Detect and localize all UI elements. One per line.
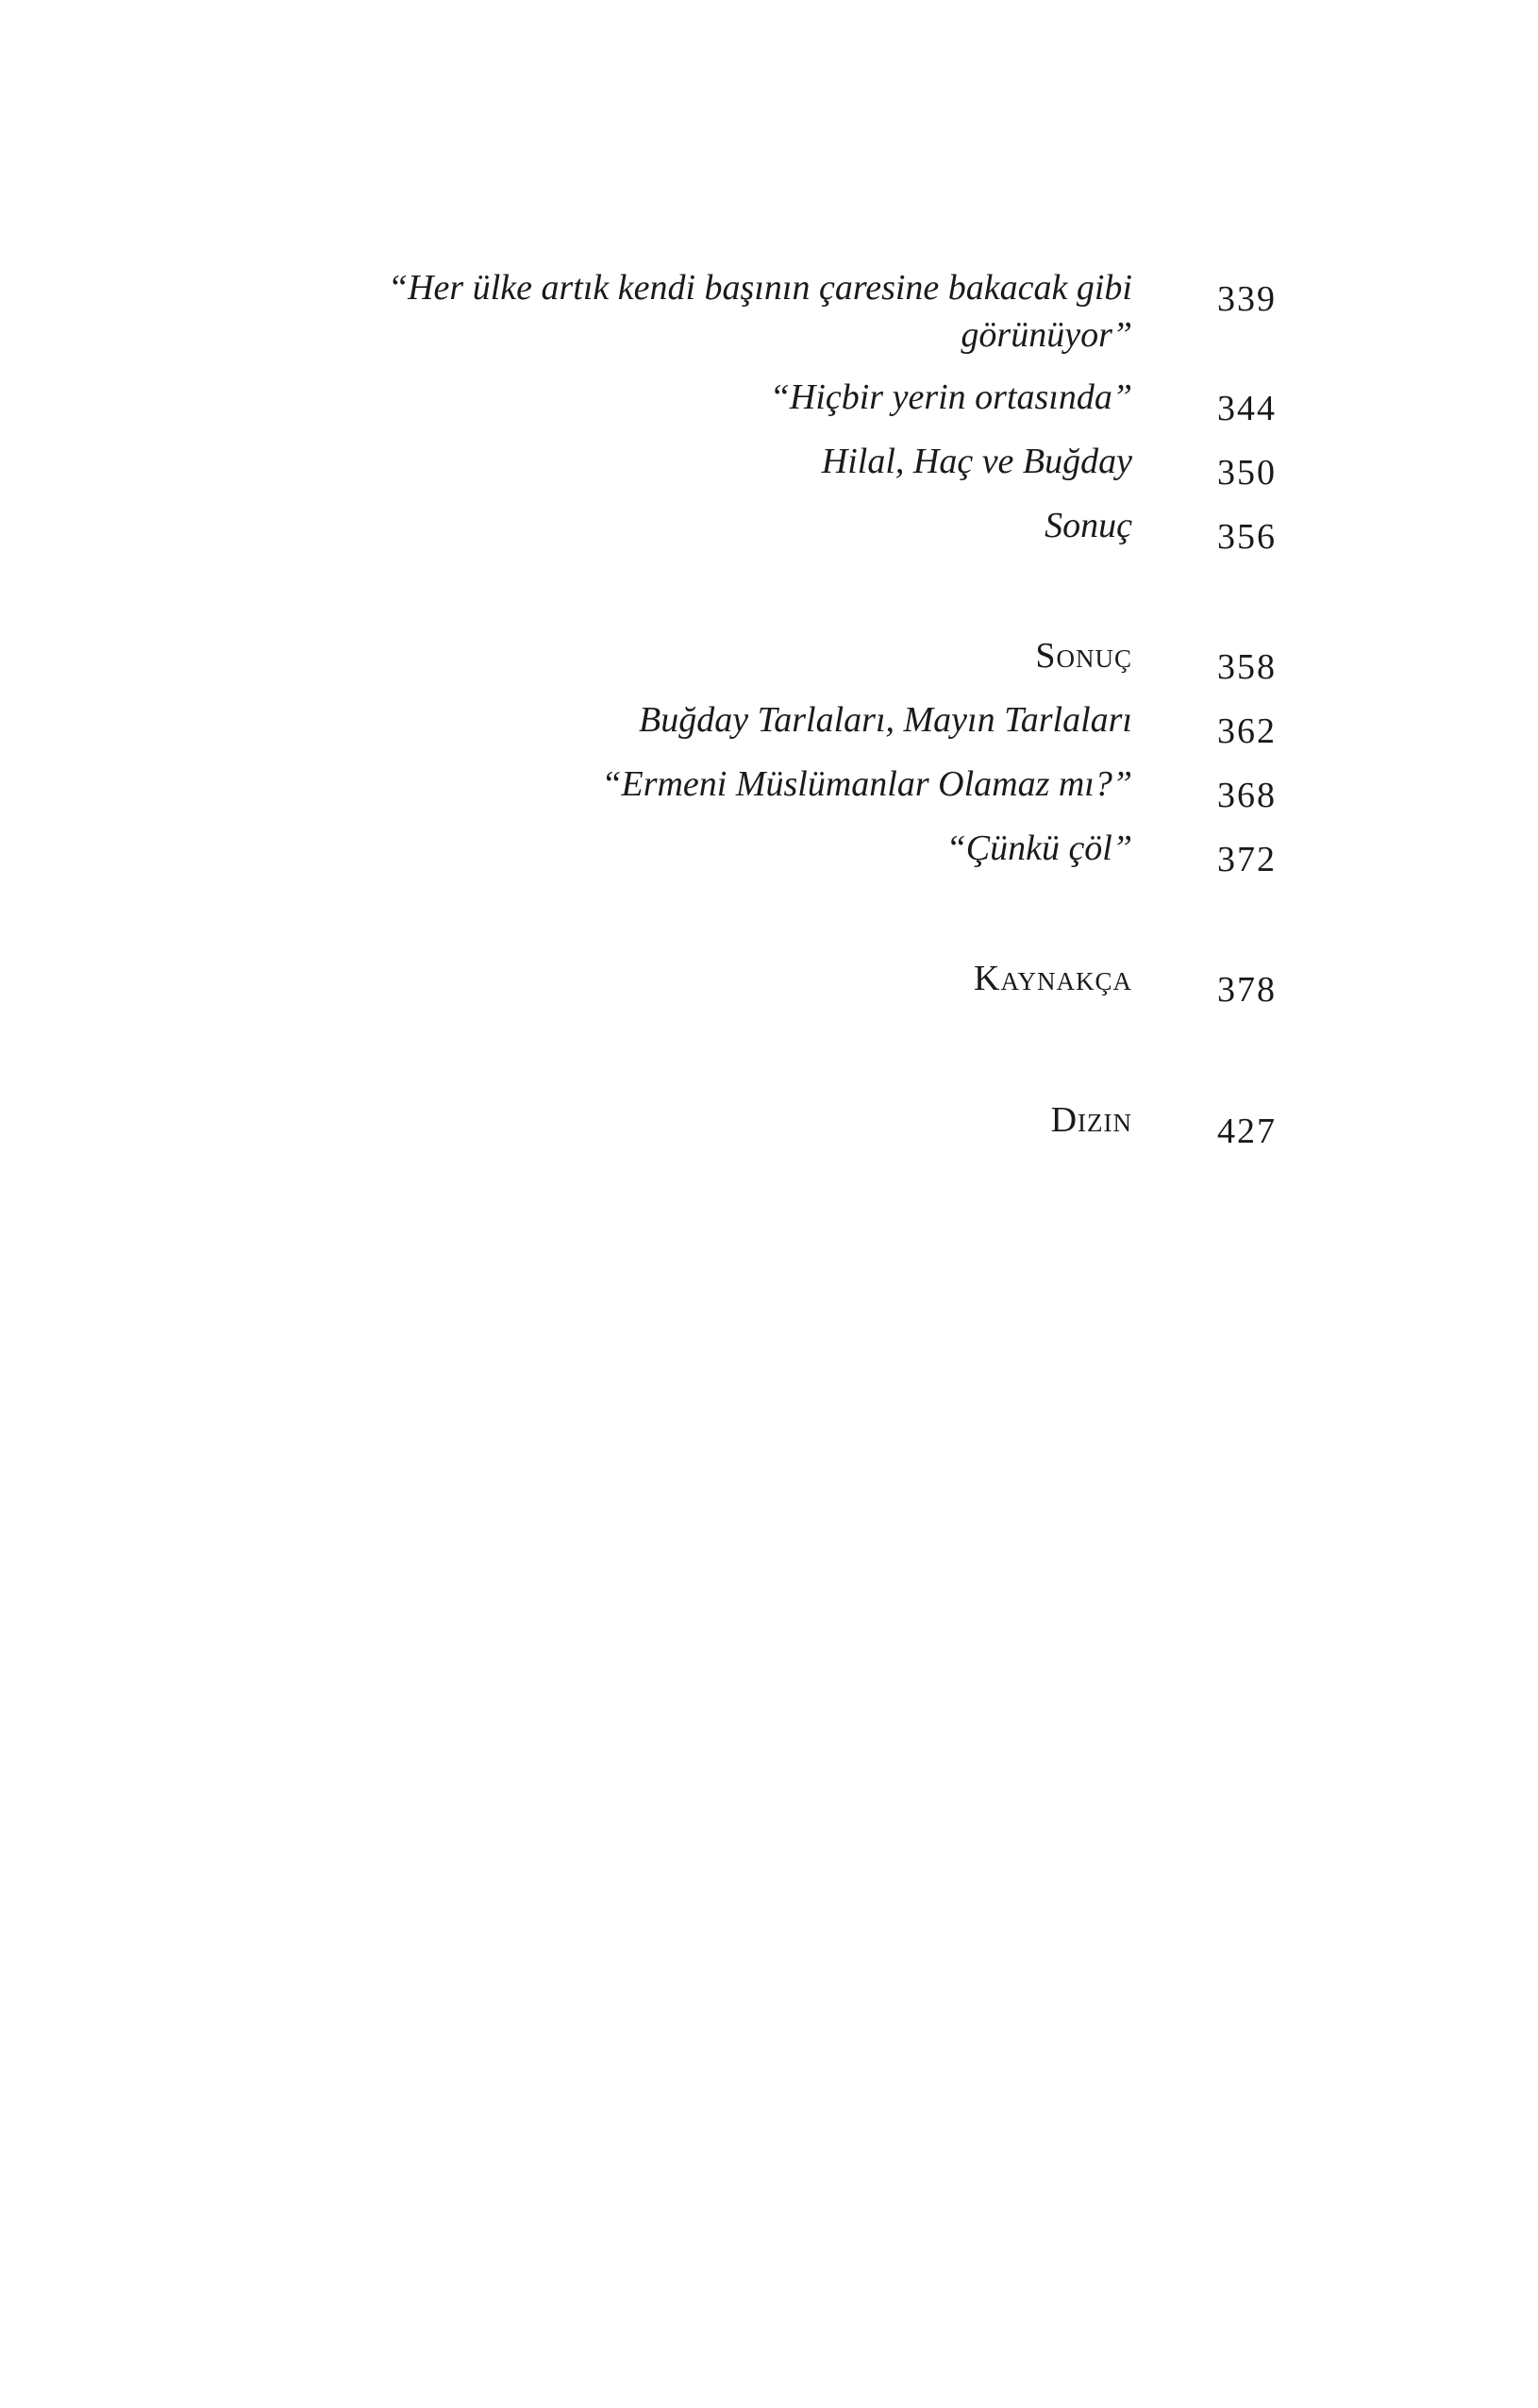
toc-entry-title: “Her ülke artık kendi başının çaresine bakacak gibi görünüyor” — [387, 268, 1132, 355]
toc-section-title: Sonuç — [1035, 636, 1132, 676]
toc-entry-page: 350 — [1217, 453, 1277, 493]
toc-entry-page: 362 — [1217, 711, 1277, 751]
toc-entry-page: 339 — [1217, 279, 1277, 319]
toc-entry-page: 356 — [1217, 517, 1277, 557]
toc-section-title: Kaynakça — [974, 959, 1132, 998]
toc-entry-title: Hilal, Haç ve Buğday — [821, 442, 1132, 481]
toc-entry-title: “Çünkü çöl” — [945, 828, 1132, 868]
toc-entry-title: Buğday Tarlaları, Mayın Tarlaları — [639, 700, 1132, 740]
toc-entry-title: “Hiçbir yerin ortasında” — [769, 377, 1132, 417]
toc-section-title: Dizin — [1050, 1100, 1132, 1140]
toc-entry-title: “Ermeni Müslümanlar Olamaz mı?” — [601, 764, 1132, 804]
toc-entry-page: 344 — [1217, 389, 1277, 428]
toc-entry-page: 372 — [1217, 840, 1277, 879]
toc-entry-page: 368 — [1217, 776, 1277, 815]
toc-entry-title: Sonuç — [1045, 506, 1132, 545]
toc-entry-page: 378 — [1217, 970, 1277, 1010]
toc-entry-page: 358 — [1217, 647, 1277, 687]
toc-entry-page: 427 — [1217, 1112, 1277, 1151]
